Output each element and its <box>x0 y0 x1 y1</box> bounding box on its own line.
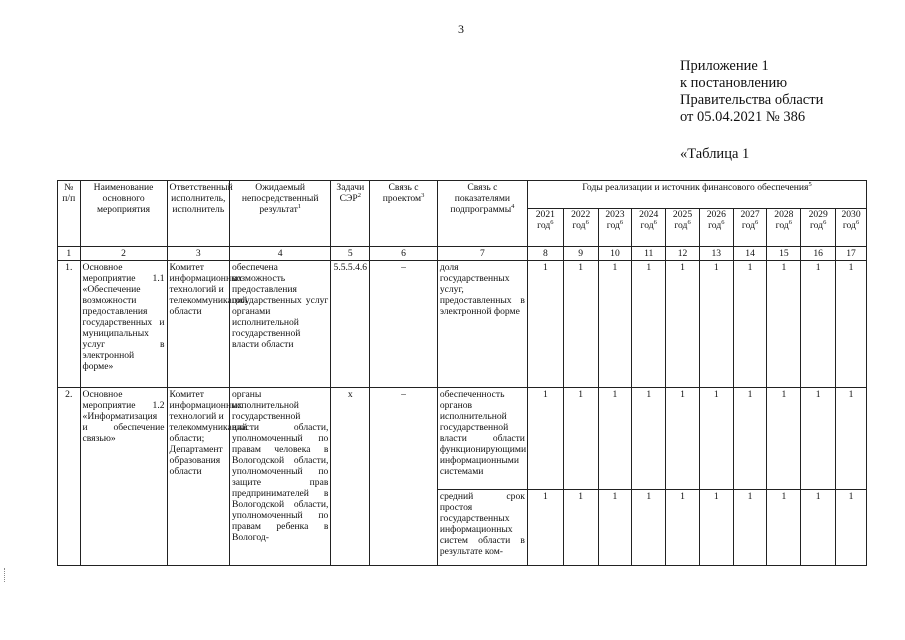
appendix-header <box>680 58 823 126</box>
year-value-cell: 1 <box>733 261 767 388</box>
header-indicators <box>437 181 527 247</box>
year-value-cell: 1 <box>598 387 632 489</box>
page-number: 3 <box>458 22 464 36</box>
year-suffix: год <box>606 219 620 231</box>
row-project: – <box>370 261 438 388</box>
appendix-line: Правительства области <box>680 92 824 108</box>
header-tasks-text: Задачи СЭР <box>336 182 365 204</box>
program-table <box>57 180 867 566</box>
row-result: органы исполнительной государственной власти области, уполномоченный по правам человека в Вологодской области, уполномоченный по защите прав предпринимателей в Вологодской области, уполномоченный по правам ребенка в Вологод- <box>230 387 331 565</box>
column-number: 4 <box>230 247 331 261</box>
column-number: 12 <box>666 247 700 261</box>
header-project <box>370 181 438 247</box>
header-result-sup: 1 <box>297 202 302 210</box>
header-name: Наименование основного мероприятия <box>80 181 167 247</box>
column-number: 5 <box>331 247 370 261</box>
year-value: 2029 <box>808 209 828 220</box>
column-number: 8 <box>527 247 563 261</box>
year-value-cell: 1 <box>527 489 563 565</box>
year-sup: 6 <box>585 218 589 226</box>
header-indicators-sup: 4 <box>511 202 515 210</box>
column-number: 17 <box>836 247 867 261</box>
year-value: 2025 <box>672 209 693 220</box>
year-value: 2027 <box>740 209 760 220</box>
header-num: № п/п <box>58 181 81 247</box>
year-value: 2024 <box>639 209 659 220</box>
header-years-group-sup: 5 <box>808 180 812 188</box>
header-year-6 <box>733 209 767 247</box>
year-value-cell: 1 <box>767 489 801 565</box>
table-row <box>58 261 867 388</box>
year-value: 2030 <box>841 209 861 220</box>
header-year-2 <box>598 209 632 247</box>
header-result <box>230 181 331 247</box>
header-year-7 <box>767 209 801 247</box>
year-suffix: год <box>809 219 824 231</box>
year-value-cell: 1 <box>563 261 598 388</box>
year-suffix: год <box>572 219 586 231</box>
year-value-cell: 1 <box>836 261 867 388</box>
row-responsible: Комитет информационных технологий и телекоммуникаций области <box>167 261 229 388</box>
header-result-text: Ожидаемый непосредственный результат <box>241 182 319 215</box>
header-year-8 <box>801 209 836 247</box>
year-suffix: год <box>537 219 551 231</box>
year-value: 2022 <box>571 209 591 220</box>
header-year-9 <box>836 209 867 247</box>
column-number: 3 <box>167 247 229 261</box>
column-number: 14 <box>733 247 767 261</box>
header-year-1 <box>563 209 598 247</box>
year-value-cell: 1 <box>801 387 836 489</box>
year-value-cell: 1 <box>767 261 801 388</box>
year-value-cell: 1 <box>733 489 767 565</box>
year-value-cell: 1 <box>666 261 700 388</box>
year-value-cell: 1 <box>563 387 598 489</box>
year-value-cell: 1 <box>733 387 767 489</box>
year-value-cell: 1 <box>563 489 598 565</box>
row-num: 1. <box>58 261 81 388</box>
header-year-3 <box>632 209 666 247</box>
header-year-4 <box>666 209 700 247</box>
year-value-cell: 1 <box>767 387 801 489</box>
year-value-cell: 1 <box>632 489 666 565</box>
year-value-cell: 1 <box>666 489 700 565</box>
header-indicators-text: Связь с показателями подпрограммы <box>450 182 512 215</box>
year-value-cell: 1 <box>801 489 836 565</box>
column-number: 13 <box>699 247 733 261</box>
year-sup: 6 <box>788 218 793 226</box>
year-value-cell: 1 <box>632 261 666 388</box>
column-number: 9 <box>563 247 598 261</box>
header-years-group <box>527 181 866 209</box>
table-label: «Таблица 1 <box>680 146 750 162</box>
year-suffix: год <box>640 219 654 231</box>
column-number: 10 <box>598 247 632 261</box>
column-number: 1 <box>58 247 81 261</box>
year-sup: 6 <box>823 218 827 226</box>
header-project-sup: 3 <box>421 191 425 199</box>
year-sup: 6 <box>550 218 554 226</box>
column-number: 15 <box>767 247 801 261</box>
appendix-line: к постановлению <box>680 75 788 91</box>
year-value-cell: 1 <box>699 261 733 388</box>
year-value-cell: 1 <box>527 261 563 388</box>
year-suffix: год <box>674 219 688 231</box>
year-value-cell: 1 <box>632 387 666 489</box>
row-indicator: обеспеченность органов исполнительной государственной власти области функционирующими информационными системами <box>437 387 527 489</box>
row-project: – <box>370 387 438 565</box>
column-number: 11 <box>632 247 666 261</box>
year-value: 2026 <box>706 209 726 220</box>
appendix-line: от 05.04.2021 № 386 <box>680 109 806 125</box>
year-value-cell: 1 <box>598 261 632 388</box>
header-year-5 <box>699 209 733 247</box>
row-tasks: х <box>331 387 370 565</box>
appendix-line: Приложение 1 <box>680 58 769 74</box>
header-tasks-sup: 2 <box>357 191 361 199</box>
row-responsible: Комитет информационных технологий и телекоммуникаций области; Департамент образования области <box>167 387 229 565</box>
year-value-cell: 1 <box>598 489 632 565</box>
column-number: 6 <box>370 247 438 261</box>
year-sup: 6 <box>721 218 725 226</box>
year-sup: 6 <box>687 218 691 226</box>
margin-mark <box>4 568 9 582</box>
header-responsible: Ответственный исполнитель, исполнитель <box>167 181 229 247</box>
year-sup: 6 <box>755 218 759 226</box>
row-name: Основное мероприятие 1.1 «Обеспечение возможности предоставления государственных и муниципальных услуг в электронной форме» <box>80 261 167 388</box>
year-value-cell: 1 <box>666 387 700 489</box>
year-value-cell: 1 <box>699 387 733 489</box>
row-num: 2. <box>58 387 81 565</box>
header-year-0 <box>527 209 563 247</box>
year-value-cell: 1 <box>801 261 836 388</box>
column-number: 2 <box>80 247 167 261</box>
table-row <box>58 387 867 489</box>
year-sup: 6 <box>653 218 657 226</box>
year-sup: 6 <box>619 218 624 226</box>
row-indicator: средний срок простоя государственных информационных систем области в результате ком- <box>437 489 527 565</box>
year-sup: 6 <box>855 218 860 226</box>
year-value-cell: 1 <box>527 387 563 489</box>
year-suffix: год <box>708 219 722 231</box>
header-years-group-text: Годы реализации и источник финансового обеспечения <box>582 182 809 193</box>
header-project-text: Связь с проектом <box>382 182 422 204</box>
row-name: Основное мероприятие 1.2 «Информатизация и обеспечение связью» <box>80 387 167 565</box>
column-number: 7 <box>437 247 527 261</box>
year-suffix: год <box>842 219 856 231</box>
row-indicator: доля государственных услуг, предоставленных в электронной форме <box>437 261 527 388</box>
year-suffix: год <box>741 219 755 231</box>
row-result: обеспечена возможность предоставления государственных услуг органами исполнительной государственной власти области <box>230 261 331 388</box>
year-value: 2021 <box>535 209 555 220</box>
row-tasks: 5.5.5.4.6 <box>331 261 370 388</box>
header-tasks <box>331 181 370 247</box>
year-value-cell: 1 <box>836 489 867 565</box>
column-number: 16 <box>801 247 836 261</box>
year-value-cell: 1 <box>836 387 867 489</box>
year-suffix: год <box>775 219 789 231</box>
year-value: 2028 <box>774 209 794 220</box>
year-value-cell: 1 <box>699 489 733 565</box>
year-value: 2023 <box>605 209 625 220</box>
